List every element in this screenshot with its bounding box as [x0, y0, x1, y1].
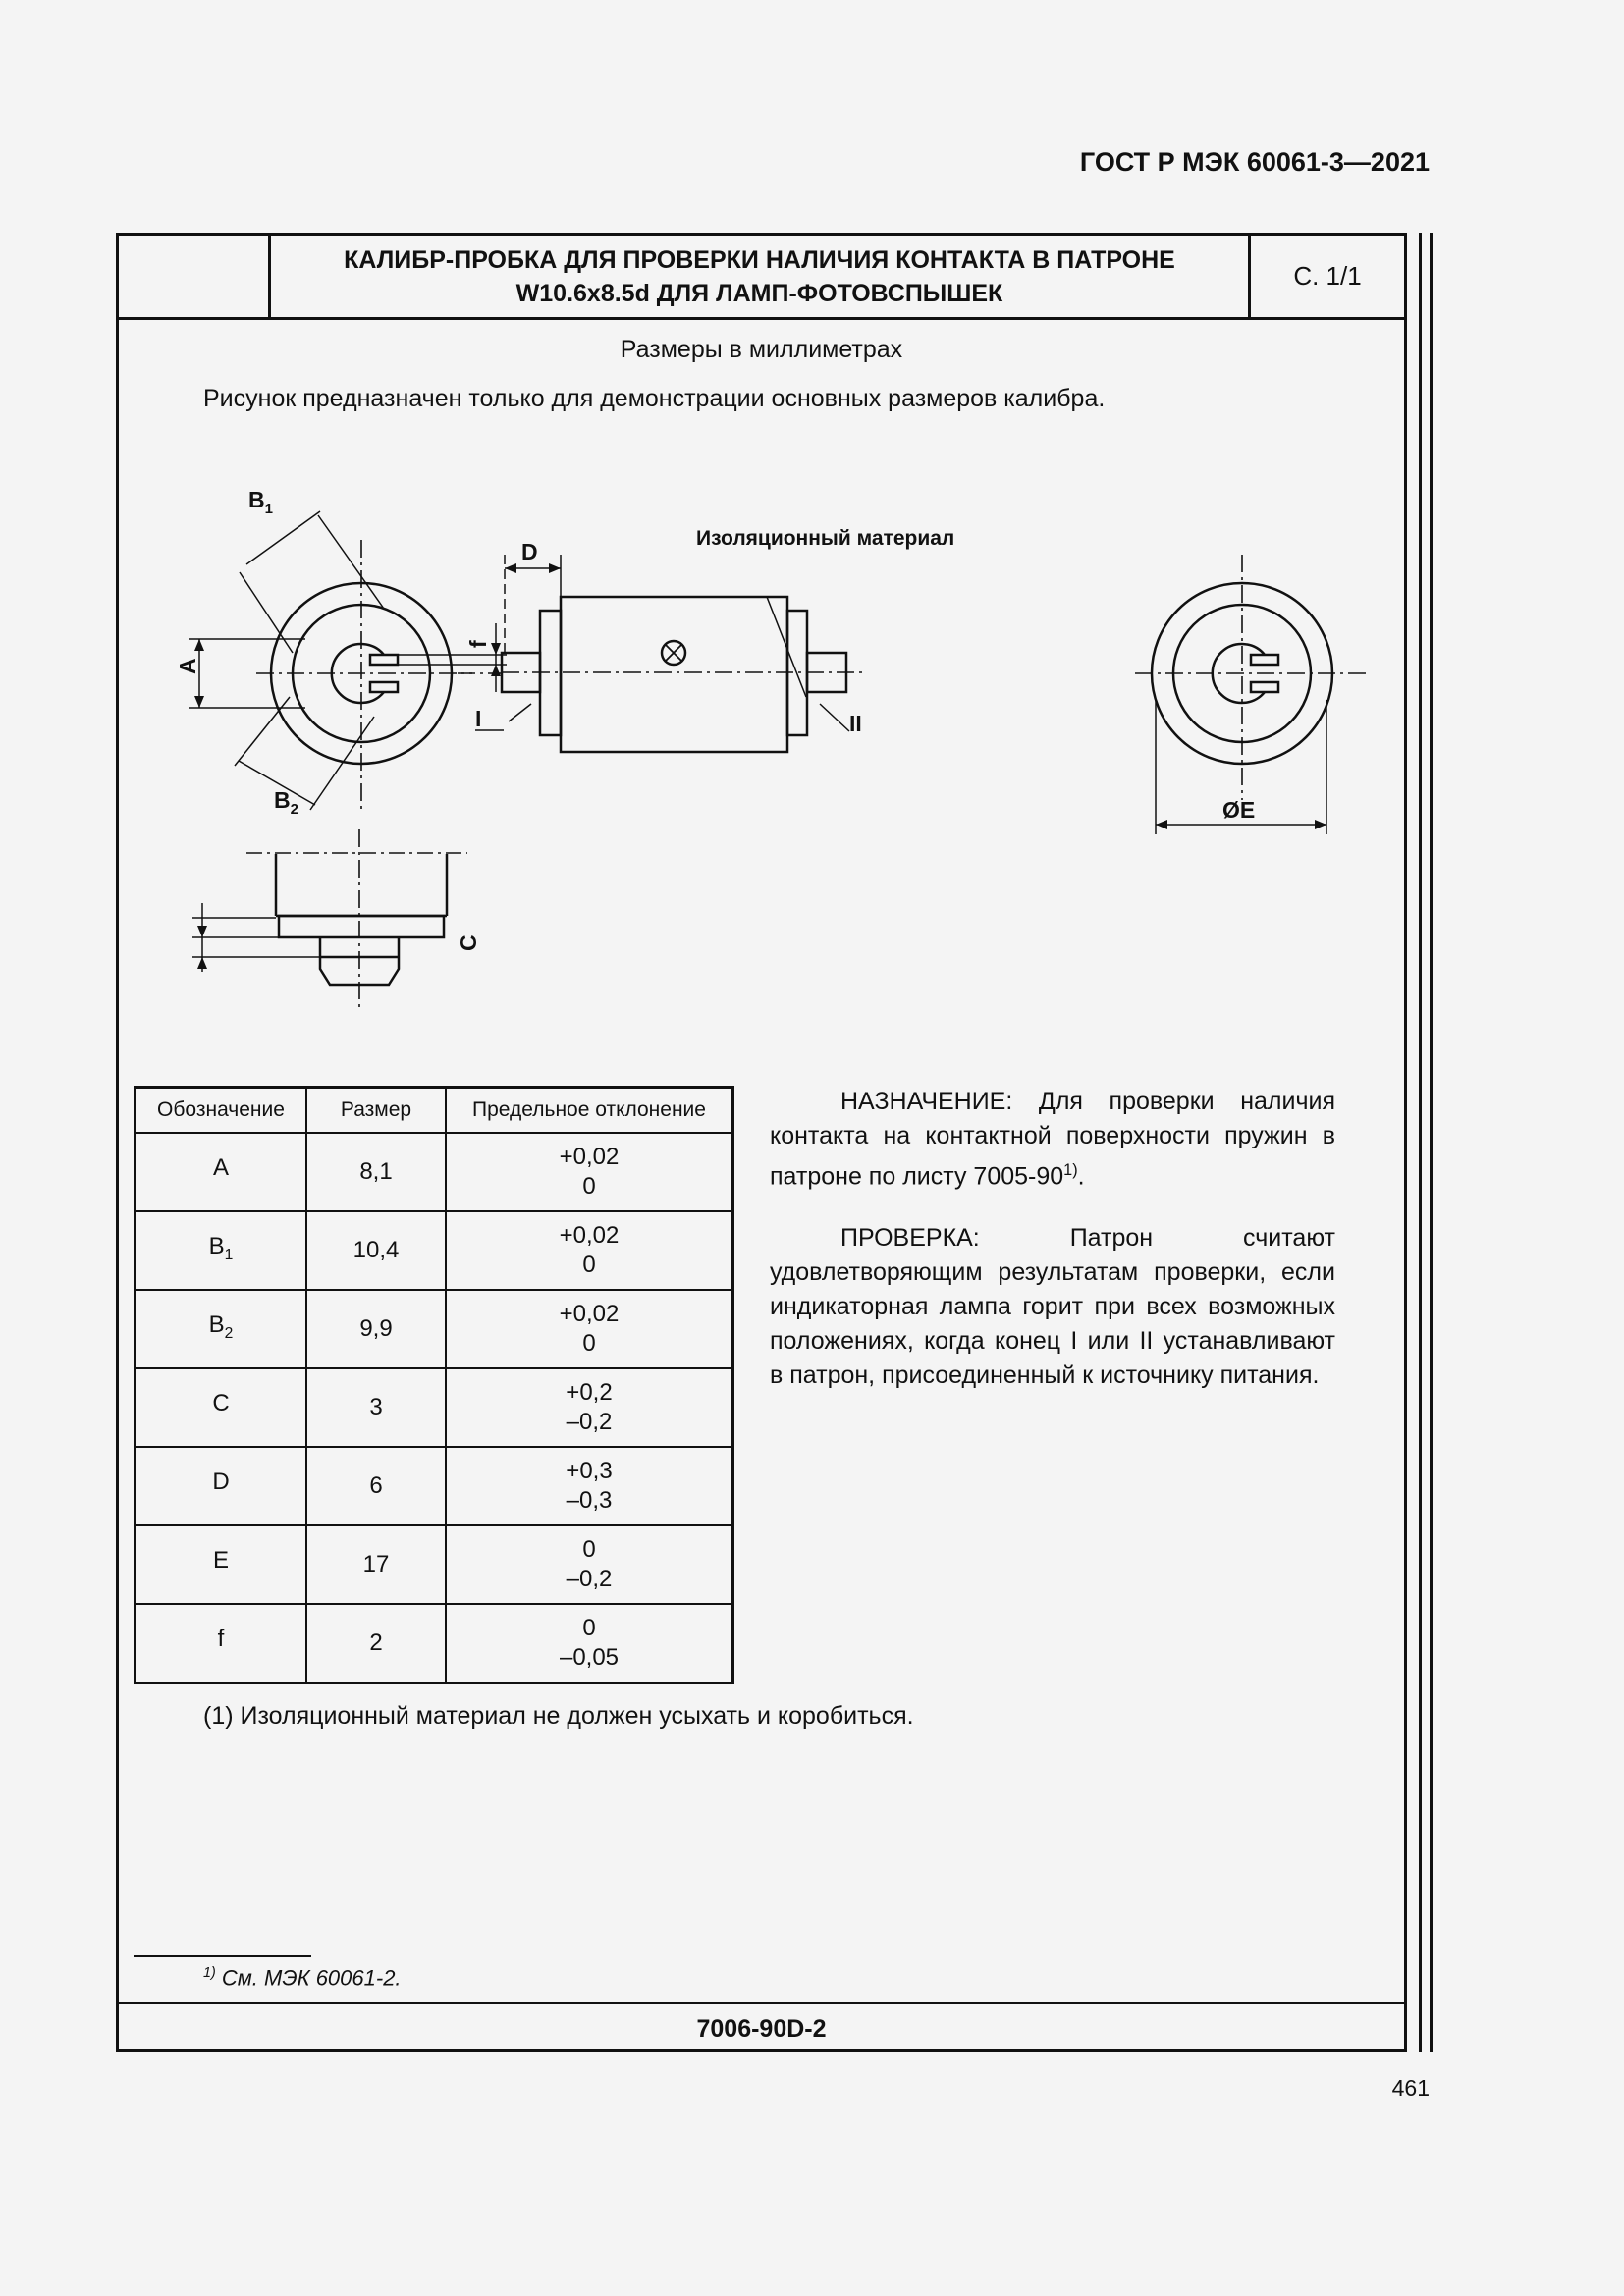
column-header: Обозначение: [135, 1088, 307, 1134]
label-end-2: II: [849, 711, 862, 736]
footnote-separator: [134, 1955, 311, 1957]
label-d: D: [521, 539, 538, 564]
cell-tolerance: 0 –0,2: [446, 1525, 733, 1604]
table-row: [135, 1211, 733, 1290]
column-header: Размер: [306, 1088, 446, 1134]
cell-size: 17: [306, 1525, 446, 1604]
sheet-code: 7006-90D-2: [696, 2015, 827, 2043]
title-line-2: W10.6x8.5d ДЛЯ ЛАМП-ФОТОВСПЫШЕК: [515, 279, 1003, 307]
table-row: [135, 1525, 733, 1604]
gauge-drawing: [119, 447, 1404, 1055]
cell-symbol: $B_2$: [135, 1290, 307, 1368]
title-empty-cell: [119, 236, 271, 317]
label-b2: $B_2$: [274, 787, 298, 818]
cell-size: 2: [306, 1604, 446, 1683]
cell-size: 6: [306, 1447, 446, 1525]
table-row: [135, 1447, 733, 1525]
cell-size: 8,1: [306, 1133, 446, 1211]
cell-size: 3: [306, 1368, 446, 1447]
check-paragraph: ПРОВЕРКА: Патрон считают удовлетворяющим результатам проверки, если индикаторная лампа горит при всех возможных положениях, когда конец I или II устанавливают в патрон, присоединенный к источнику питания.: [770, 1224, 1335, 1390]
standard-number: ГОСТ Р МЭК 60061-3—2021: [1079, 147, 1430, 177]
sheet-number: С. 1/1: [1293, 261, 1362, 291]
cell-tolerance: +0,02 0: [446, 1211, 733, 1290]
label-a: A: [175, 658, 200, 674]
label-end-1: I: [475, 706, 482, 731]
table-row: [135, 1133, 733, 1211]
label-e: ØE: [1222, 797, 1256, 823]
table-row: [135, 1604, 733, 1683]
cell-symbol: D: [135, 1447, 307, 1525]
cell-tolerance: +0,3 –0,3: [446, 1447, 733, 1525]
insulation-note: (1) Изоляционный материал не должен усыхать и коробиться.: [203, 1702, 914, 1730]
footnote: $^{1)}$ См. МЭК 60061-2.: [203, 1965, 402, 1991]
cell-size: 9,9: [306, 1290, 446, 1368]
title-line-1: КАЛИБР-ПРОБКА ДЛЯ ПРОВЕРКИ НАЛИЧИЯ КОНТАКТА В ПАТРОНЕ: [344, 245, 1175, 274]
cell-symbol: f: [135, 1604, 307, 1683]
label-f: f: [465, 640, 491, 648]
table-header-row: [135, 1088, 733, 1134]
cell-symbol: E: [135, 1525, 307, 1604]
partial-side-view: [192, 829, 467, 1008]
cell-tolerance: 0 –0,05: [446, 1604, 733, 1683]
cell-size: 10,4: [306, 1211, 446, 1290]
dimensions-table: [134, 1086, 734, 1684]
description: [770, 1085, 1335, 1420]
sheet-frame: [116, 233, 1407, 2052]
side-view: [458, 555, 865, 752]
frame-double-line: [1419, 233, 1422, 2052]
cell-symbol: $B_1$: [135, 1211, 307, 1290]
purpose-paragraph: НАЗНАЧЕНИЕ: Для проверки наличия контакта на контактной поверхности пружин в патроне по листу 7005-90$^{1)}$.: [770, 1088, 1335, 1191]
label-c: C: [456, 934, 481, 951]
label-b1: $B_1$: [248, 487, 273, 517]
cell-tolerance: +0,02 0: [446, 1290, 733, 1368]
label-insulation: Изоляционный материал: [696, 527, 955, 550]
cell-tolerance: +0,02 0: [446, 1133, 733, 1211]
table-row: [135, 1368, 733, 1447]
cell-symbol: C: [135, 1368, 307, 1447]
units-note: Размеры в миллиметрах: [620, 336, 903, 363]
column-header: Предельное отклонение: [446, 1088, 733, 1134]
table-row: [135, 1290, 733, 1368]
title-block: [119, 236, 1404, 320]
cell-symbol: A: [135, 1133, 307, 1211]
cell-tolerance: +0,2 –0,2: [446, 1368, 733, 1447]
figure-note: Рисунок предназначен только для демонстрации основных размеров калибра.: [203, 385, 1106, 412]
end-view-left: [189, 511, 507, 810]
sheet-title: [271, 236, 1251, 317]
footer-divider: [119, 2002, 1404, 2004]
frame-double-line: [1430, 233, 1433, 2052]
end-view-right: [1135, 555, 1366, 834]
page-number: 461: [1391, 2075, 1430, 2101]
